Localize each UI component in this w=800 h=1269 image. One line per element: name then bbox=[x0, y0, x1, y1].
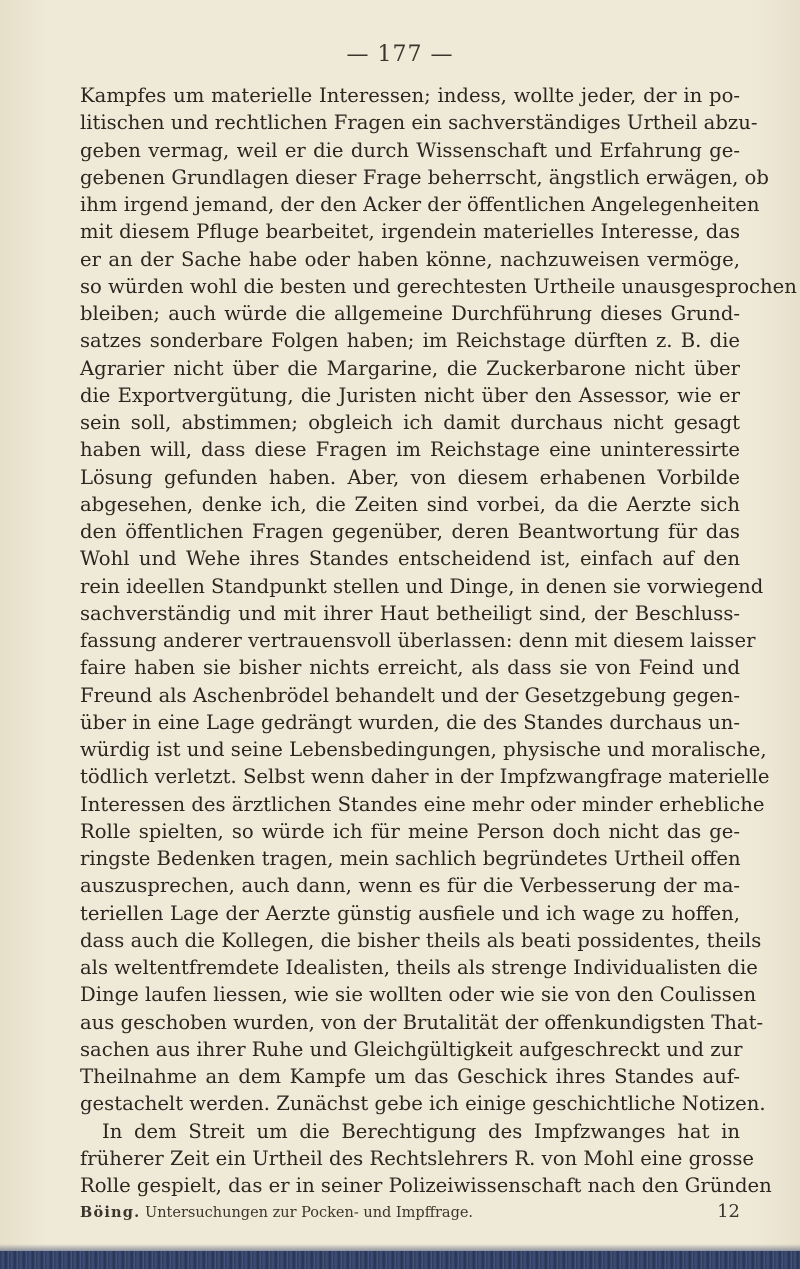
text-line: Agrarier nicht über die Margarine, die Zuckerbarone nicht über bbox=[80, 356, 740, 380]
text-line: Rolle spielten, so würde ich für meine Person doch nicht das ge- bbox=[80, 819, 740, 843]
text-line: Rolle gespielt, das er in seiner Polizeiwissenschaft nach den Gründen bbox=[80, 1174, 772, 1197]
text-line: mit diesem Pfluge bearbeitet, irgendein materielles Interesse, das bbox=[80, 220, 740, 244]
text-line: Dinge laufen liessen, wie sie wollten oder wie sie von den Coulissen bbox=[80, 983, 757, 1007]
text-line: würdig ist und seine Lebensbedingungen, physische und moralische, bbox=[80, 738, 767, 761]
text-line: ringste Bedenken tragen, mein sachlich begründetes Urtheil offen bbox=[80, 847, 741, 870]
text-line: ihm irgend jemand, der den Acker der öffentlichen Angelegenheiten bbox=[80, 193, 760, 216]
text-line: sein soll, abstimmen; obgleich ich damit durchaus nicht gesagt bbox=[80, 411, 740, 434]
text-line: aus geschoben wurden, von der Brutalität der offenkundigsten That- bbox=[80, 1010, 764, 1034]
text-line: gebenen Grundlagen dieser Frage beherrscht, ängstlich erwägen, ob bbox=[80, 165, 769, 189]
text-line: faire haben sie bisher nichts erreicht, als dass sie von Feind und bbox=[80, 656, 740, 680]
page-number: — 177 — bbox=[346, 42, 454, 67]
text-line: die Exportvergütung, die Juristen nicht über den Assessor, wie er bbox=[80, 383, 740, 407]
text-line: Lösung gefunden haben. Aber, von diesem erhabenen Vorbilde bbox=[80, 465, 740, 489]
text-line: litischen und rechtlichen Fragen ein sachverständiges Urtheil abzu- bbox=[80, 111, 758, 135]
text-line: teriellen Lage der Aerzte günstig ausfiele und ich wage zu hoffen, bbox=[80, 901, 740, 925]
text-line: rein ideellen Standpunkt stellen und Dinge, in denen sie vorwiegend bbox=[80, 574, 764, 598]
text-line: er an der Sache habe oder haben könne, nachzuweisen vermöge, bbox=[80, 247, 740, 271]
text-line: den öffentlichen Fragen gegenüber, deren Beantwortung für das bbox=[80, 520, 740, 543]
text-line: so würden wohl die besten und gerechtesten Urtheile unausgesprochen bbox=[80, 274, 797, 298]
body-text bbox=[80, 82, 797, 1199]
page-bottom-edge bbox=[0, 1251, 800, 1269]
text-line: dass auch die Kollegen, die bisher theils als beati possidentes, theils bbox=[80, 928, 762, 952]
text-line: tödlich verletzt. Selbst wenn daher in der Impfzwangfrage materielle bbox=[80, 765, 770, 789]
text-line: Theilnahme an dem Kampfe um das Geschick ihres Standes auf- bbox=[80, 1065, 740, 1088]
footer bbox=[80, 1201, 740, 1228]
text-line: Kampfes um materielle Interessen; indess, wollte jeder, der in po- bbox=[80, 84, 740, 107]
text-line: haben will, dass diese Fragen im Reichstage eine uninteressirte bbox=[80, 438, 740, 462]
text-line: fassung anderer vertrauensvoll überlassen: denn mit diesem laisser bbox=[80, 629, 756, 652]
signature-mark: 12 bbox=[717, 1201, 740, 1222]
footer-author: Böing. bbox=[80, 1204, 141, 1221]
text-line: als weltentfremdete Idealisten, theils als strenge Individualisten die bbox=[80, 956, 758, 979]
text-line: In dem Streit um die Berechtigung des Impfzwanges hat in bbox=[102, 1119, 740, 1143]
text-line: sachen aus ihrer Ruhe und Gleichgültigkeit aufgeschreckt und zur bbox=[80, 1037, 743, 1061]
text-line: satzes sonderbare Folgen haben; im Reichstage dürften z. B. die bbox=[80, 329, 740, 353]
footer-title: Untersuchungen zur Pocken- und Impffrage. bbox=[144, 1205, 474, 1221]
text-line: über in eine Lage gedrängt wurden, die des Standes durchaus un- bbox=[80, 710, 740, 734]
text-line: sachverständig und mit ihrer Haut betheiligt sind, der Beschluss- bbox=[80, 601, 740, 625]
text-line: Interessen des ärztlichen Standes eine mehr oder minder erhebliche bbox=[80, 792, 765, 816]
text-line: abgesehen, denke ich, die Zeiten sind vorbei, da die Aerzte sich bbox=[80, 492, 740, 516]
text-line: Freund als Aschenbrödel behandelt und der Gesetzgebung gegen- bbox=[80, 683, 740, 707]
text-line: gestachelt werden. Zunächst gebe ich einige geschichtliche Notizen. bbox=[80, 1092, 766, 1116]
page-edge-shadow bbox=[0, 1244, 800, 1251]
text-line: bleiben; auch würde die allgemeine Durchführung dieses Grund- bbox=[80, 302, 740, 325]
text-line: Wohl und Wehe ihres Standes entscheidend ist, einfach auf den bbox=[80, 547, 740, 571]
text-line: geben vermag, weil er die durch Wissenschaft und Erfahrung ge- bbox=[80, 138, 740, 162]
text-line: früherer Zeit ein Urtheil des Rechtslehrers R. von Mohl eine grosse bbox=[80, 1146, 755, 1170]
text-line: auszusprechen, auch dann, wenn es für die Verbesserung der ma- bbox=[80, 874, 740, 898]
